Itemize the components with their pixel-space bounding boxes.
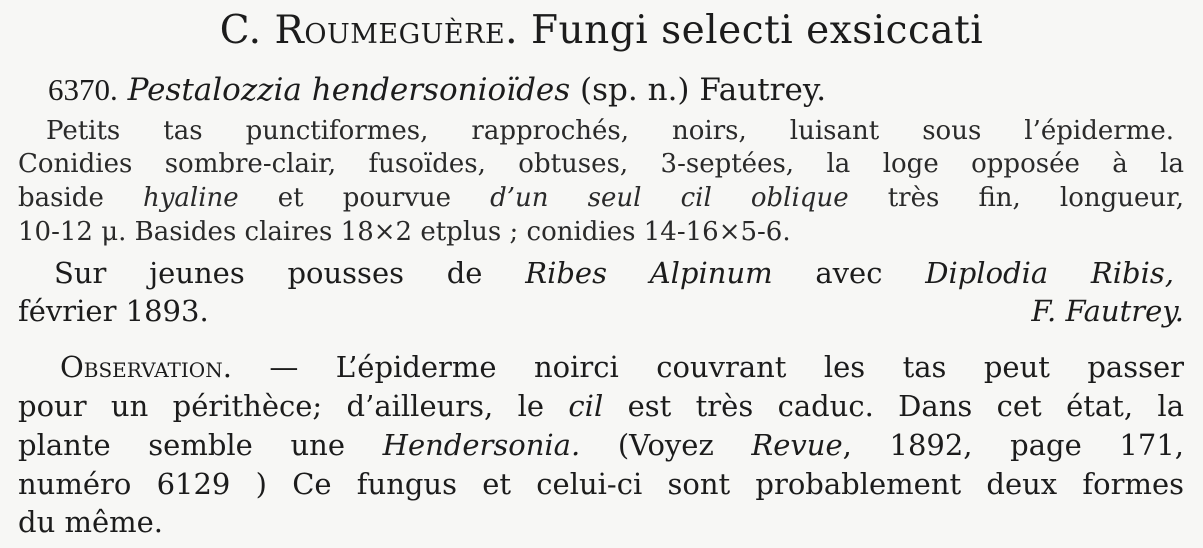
observation-text: pour un périthèce; d’ailleurs, le [18, 389, 569, 423]
observation-line-3 [18, 426, 1184, 464]
entry-number: 6370. [48, 72, 118, 107]
associated-species: Diplodia Ribis, [925, 256, 1174, 290]
host-name: Ribes Alpinum [525, 256, 773, 290]
header-period: . [505, 8, 519, 53]
observation-text: est très caduc. Dans cet état, la [603, 389, 1184, 423]
observation-line-5: du même. [18, 505, 163, 539]
habitat-text: avec [772, 256, 926, 290]
collection-date: février 1893. [18, 294, 209, 328]
species-name: Pestalozzia hendersonioïdes [127, 72, 571, 108]
description-text: très fin, longueur, [848, 183, 1184, 213]
description-line-2: Conidies sombre-clair, fusoïdes, obtuses, 3-septées, la loge opposée à la [18, 149, 1184, 179]
genus-name: Hendersonia. [382, 428, 581, 462]
entry-title [48, 70, 1188, 110]
journal-name: Revue [751, 428, 843, 462]
observation-emphasis: cil [568, 389, 604, 423]
description-emphasis: d’un seul cil oblique [490, 183, 849, 213]
page-header [0, 6, 1203, 56]
observation-text: (Voyez [580, 428, 752, 462]
description-text: baside [18, 183, 143, 213]
habitat-line-1 [54, 254, 1174, 292]
header-series-title: Fungi selecti exsiccati [518, 8, 984, 53]
observation-line-4: numéro 6129 ) Ce fungus et celui-ci sont probablement deux formes [18, 467, 1184, 501]
habitat-text: Sur jeunes pousses de [54, 256, 526, 290]
header-author: Roumeguère [274, 8, 506, 53]
collector-signature: F. Fautrey. [1031, 294, 1184, 328]
species-author: Fautrey. [699, 72, 827, 108]
description-line-1: Petits tas punctiformes, rapprochés, noirs, luisant sous l’épiderme. [46, 116, 1174, 146]
observation-text: , 1892, page 171, [842, 428, 1184, 462]
description-line-3 [18, 181, 1184, 215]
species-status: (sp. n.) [580, 72, 690, 108]
observation-text: plante semble une [18, 428, 383, 462]
observation-line-2 [18, 387, 1184, 425]
header-initial: C. [219, 8, 275, 53]
observation-line-1 [60, 348, 1184, 386]
observation-label: Observation. [60, 350, 232, 384]
description-emphasis: hyaline [142, 183, 239, 213]
habitat-line-2 [18, 292, 1184, 330]
description-text: et pourvue [238, 183, 491, 213]
observation-text: — L’épiderme noirci couvrant les tas peut passer [231, 350, 1184, 384]
description-line-4: 10-12 μ. Basides claires 18×2 etplus ; conidies 14-16×5-6. [18, 217, 791, 247]
